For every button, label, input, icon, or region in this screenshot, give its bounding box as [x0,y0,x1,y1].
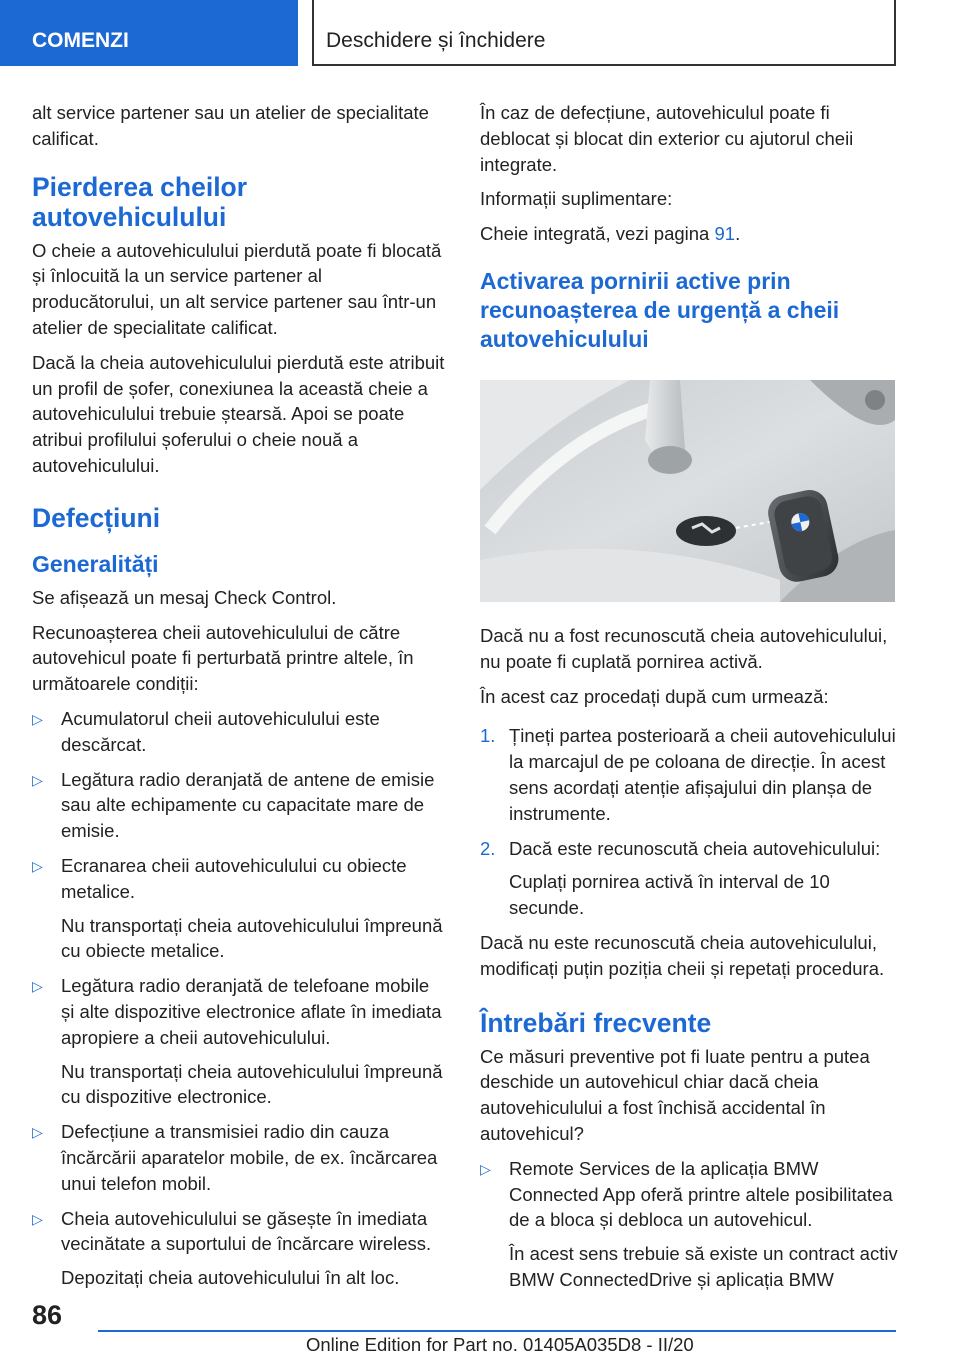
heading-general: Generalități [32,550,159,577]
triangle-bullet-icon: ▷ [32,771,43,788]
lost-keys-paragraph-1: O cheie a autovehiculului pierdută poate fi blocată și înlocuită la un service partener al producătorului, un alt service partener sau într-un atelier de specialitate calificat. [32,239,442,338]
conditions-list [32,706,446,1291]
list-item: ▷ Defecțiune a transmisiei radio din cauza încărcării aparatelor mobile, de ex. încărcarea unui telefon mobil. [32,1121,438,1194]
heading-faq: Întrebări frecvente [480,1007,712,1038]
step-number: 1. [480,725,496,747]
section-label: COMENZI [32,29,129,52]
triangle-bullet-icon: ▷ [32,710,43,727]
list-item-note: Nu transportați cheia autovehiculului împreună cu dispozitive electronice. [61,1060,443,1108]
list-item: ▷ Ecranarea cheii autovehiculului cu obiecte metalice. Nu transportați cheia autovehiculului împreună cu obiecte metalice. [32,853,446,964]
list-item-note: Depozitați cheia autovehiculului în alt loc. [61,1267,400,1289]
steering-column-key-illustration [480,380,895,602]
triangle-bullet-icon: ▷ [32,857,43,874]
lost-keys-paragraph-2: Dacă la cheia autovehiculului pierdută este atribuit un profil de șofer, conexiunea la această cheie a autovehiculului trebuie ștearsă. Apoi se poate atribui profilului șoferului o cheie nouă a autovehiculului. [32,351,445,476]
list-item: ▷ Legătura radio deranjată de antene de emisie sau alte echipamente cu capacitate mare de emisie. [32,768,435,842]
heading-lost-keys: Pierderea cheilor autovehiculului [32,171,248,232]
not-recognized-paragraph: Dacă nu a fost recunoscută cheia autovehiculului, nu poate fi cuplată pornirea activă. [480,624,888,672]
defect-paragraph: În caz de defecțiune, autovehiculul poate fi deblocat și blocat din exterior cu ajutorul cheii integrate. [480,102,854,175]
section-tab [0,0,298,66]
step-number: 2. [480,837,496,859]
list-item: ▷ Acumulatorul cheii autovehiculului este descărcat. [32,707,380,755]
intro-paragraph: alt service partener sau un atelier de specialitate calificat. [32,102,429,149]
left-column [32,100,446,1300]
list-item-note: În acest sens trebuie să existe un contract activ BMW ConnectedDrive și aplicația BMW [509,1243,898,1290]
triangle-bullet-icon: ▷ [480,1160,491,1177]
page-number: 86 [32,1300,63,1330]
list-item: 1. Țineți partea posterioară a cheii autovehiculului la marcajul de pe coloana de direcție. În acest sens acordați atenție afișajului din planșa de instrumente. [480,725,896,824]
integrated-key-paragraph: Cheie integrată, vezi pagina 91. [480,223,741,245]
right-column [480,100,900,1302]
triangle-bullet-icon: ▷ [32,1210,43,1227]
retry-paragraph: Dacă nu este recunoscută cheia autovehiculului, modificați puțin poziția cheii și repetați procedura. [480,931,885,979]
heading-defects: Defecțiuni [32,502,161,533]
recognition-paragraph: Recunoașterea cheii autovehiculului de către autovehicul poate fi perturbată printre altele, în următoarele condiții: [32,621,414,695]
heading-activation: Activarea pornirii active prin recunoașterea de urgență a cheii autovehiculului [480,267,840,352]
page-link[interactable]: 91 [714,223,736,245]
faq-paragraph: Ce măsuri preventive pot fi luate pentru a putea deschide un autovehicul chiar dacă cheia autovehiculului a fost închisă accidental în autovehicul? [480,1045,870,1144]
list-item: ▷ Legătura radio deranjată de telefoane mobile și alte dispozitive electronice aflate în imediata apropiere a cheii autovehiculului. Nu transportați cheia autovehiculului împreună cu dispozitive electronice. [32,973,446,1110]
page-header-title: Deschidere și închidere [326,29,546,52]
list-item-note: Cuplați pornirea activă în interval de 10 secunde. [509,871,830,919]
steps-list [480,723,900,921]
page-header [312,0,896,66]
triangle-bullet-icon: ▷ [32,978,43,995]
triangle-bullet-icon: ▷ [32,1124,43,1141]
check-control-paragraph: Se afișează un mesaj Check Control. [32,586,337,608]
faq-list [480,1156,900,1293]
list-item: ▷ Remote Services de la aplicația BMW Connected App oferă printre altele posibilitatea de a bloca și debloca un autovehicul. În acest sens trebuie să existe un contract activ BMW ConnectedDrive și aplicația BMW [480,1156,900,1293]
list-item: ▷ Cheia autovehiculului se găsește în imediata vecinătate a suportului de încărcare wireless. Depozitați cheia autovehiculului în alt loc. [32,1206,446,1291]
list-item: 2. Dacă este recunoscută cheia autovehiculului: Cuplați pornirea activă în interval de 10 secunde. [480,836,900,921]
list-item-note: Nu transportați cheia autovehiculului împreună cu obiecte metalice. [61,914,443,962]
footer-divider [98,1330,896,1332]
proceed-paragraph: În acest caz procedați după cum urmează: [480,685,829,707]
edition-footer: Online Edition for Part no. 01405A035D8 - II/20 [306,1334,694,1355]
info-paragraph: Informații suplimentare: [480,188,673,210]
